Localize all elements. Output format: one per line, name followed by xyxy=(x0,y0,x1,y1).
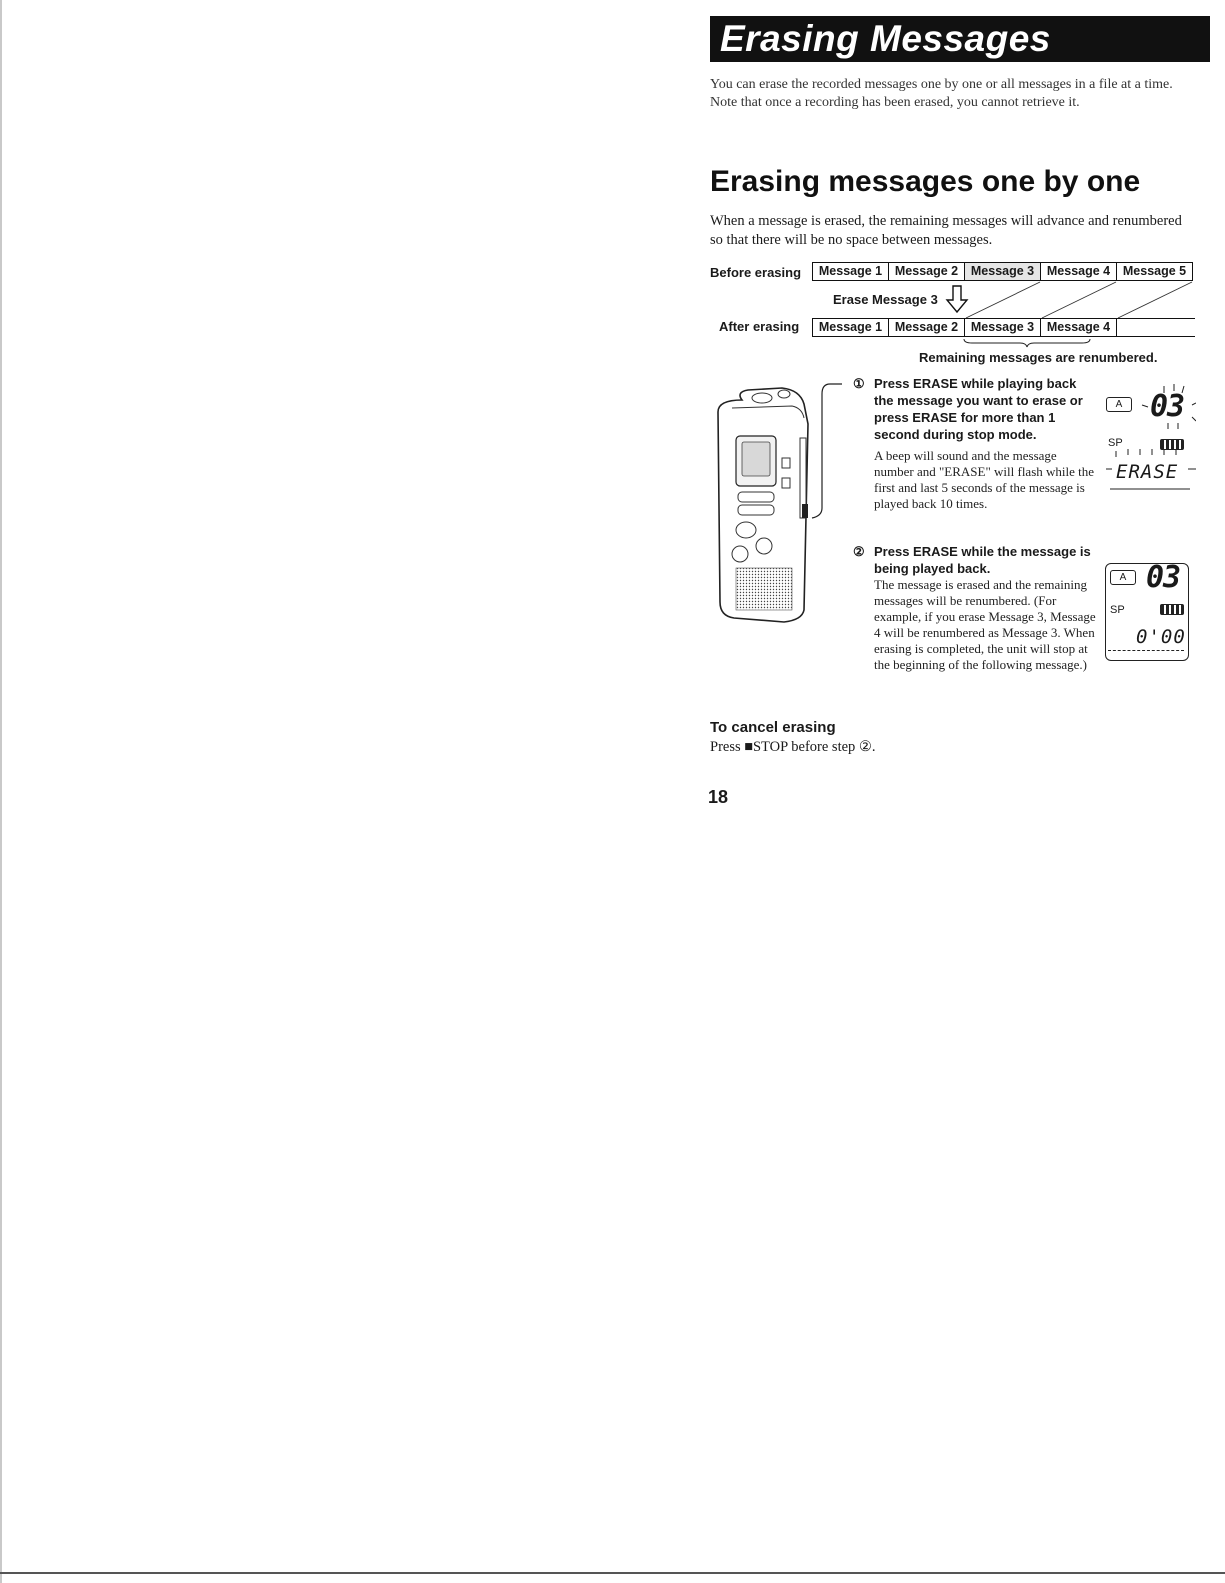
erase-message-label: Erase Message 3 xyxy=(833,292,938,307)
step-2-title: Press ERASE while the message is being played back. xyxy=(874,544,1091,576)
step-1-title: Press ERASE while playing back the message you want to erase or press ERASE for more than 1 second during stop mode. xyxy=(874,376,1083,442)
message-number: 03 xyxy=(1150,389,1185,424)
renumbered-caption: Remaining messages are renumbered. xyxy=(919,350,1158,365)
before-cell-erased: Message 3 xyxy=(965,262,1041,281)
page-title: Erasing Messages xyxy=(720,18,1051,59)
section-title: Erasing messages one by one xyxy=(710,165,1141,198)
after-cell: Message 3 xyxy=(965,318,1041,337)
lcd-display-erase xyxy=(1104,383,1190,497)
before-label: Before erasing xyxy=(710,265,802,280)
folder-a-indicator: A xyxy=(1110,570,1136,585)
step-2-body: The message is erased and the remaining messages will be renumbered. (For example, if you erase Message 3, Message 4 will be renumbered as Message 3. When erasing is completed, the unit will stop at the beginning of the following message.) xyxy=(874,577,1096,672)
after-row xyxy=(812,318,1195,337)
progress-segments xyxy=(1108,650,1184,651)
step-1-marker: ① xyxy=(853,376,865,391)
after-cell: Message 1 xyxy=(813,318,889,337)
renumber-shift-lines xyxy=(960,280,1200,320)
callout-line xyxy=(808,376,854,526)
step-1-body: A beep will sound and the message number and "ERASE" will flash while the first and last 5 seconds of the message is played back 10 times. xyxy=(874,448,1095,511)
after-cell: Message 2 xyxy=(889,318,965,337)
section-description: When a message is erased, the remaining messages will advance and renumbered so that there will be no space between messages. xyxy=(710,213,1182,248)
time-counter: 0'00 xyxy=(1136,626,1186,648)
before-row xyxy=(812,262,1193,281)
after-empty-slot xyxy=(1117,318,1195,337)
intro-line-2: Note that once a recording has been erased, you cannot retrieve it. xyxy=(710,95,1080,110)
before-cell: Message 2 xyxy=(889,262,965,281)
renumber-bracket xyxy=(962,338,1092,348)
title-banner xyxy=(710,16,1210,62)
intro-text xyxy=(710,76,1200,112)
before-cell: Message 5 xyxy=(1117,262,1193,281)
before-cell: Message 1 xyxy=(813,262,889,281)
after-label: After erasing xyxy=(719,319,800,334)
mode-indicator: SP xyxy=(1108,437,1123,449)
step-2-marker: ② xyxy=(853,544,865,559)
page-number: 18 xyxy=(708,787,729,807)
battery-icon xyxy=(1160,604,1184,615)
folder-a-indicator: A xyxy=(1106,397,1132,412)
cancel-heading: To cancel erasing xyxy=(710,719,836,736)
page-edge-bottom xyxy=(0,1572,1225,1574)
intro-line-1: You can erase the recorded messages one by one or all messages in a file at a time. xyxy=(710,77,1173,92)
after-cell: Message 4 xyxy=(1041,318,1117,337)
message-number: 03 xyxy=(1146,560,1181,595)
before-cell: Message 4 xyxy=(1041,262,1117,281)
page-edge-left xyxy=(0,0,2,1583)
erase-text: ERASE xyxy=(1116,461,1179,483)
mode-indicator: SP xyxy=(1110,604,1125,616)
cancel-body: Press ■STOP before step ②. xyxy=(710,739,876,755)
battery-icon xyxy=(1160,439,1184,450)
lcd-display-stopped xyxy=(1105,560,1189,661)
